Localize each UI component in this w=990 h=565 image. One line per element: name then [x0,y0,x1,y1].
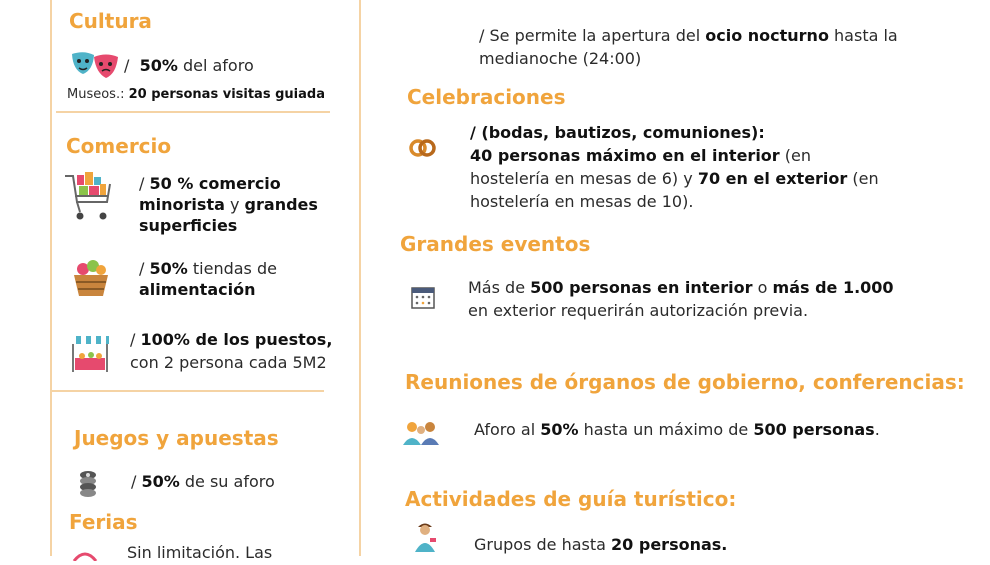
casino-chips-icon [76,469,100,501]
reuniones-heading: Reuniones de órganos de gobierno, conferencias: [405,370,965,394]
wedding-rings-icon [406,136,440,162]
grandes-eventos-heading: Grandes eventos [400,232,591,256]
guia-heading: Actividades de guía turístico: [405,487,737,511]
cultura-aforo: / 50% del aforo [124,56,254,75]
juegos-aforo: / 50% de su aforo [131,472,275,491]
divider [56,111,330,113]
museos-note: Museos.: 20 personas visitas guiada [67,87,325,102]
cultura-heading: Cultura [69,9,152,33]
grandes-eventos-text: Más de 500 personas en interior o más de 1.000 en exterior requerirán autorización previa. [468,278,894,320]
juegos-heading: Juegos y apuestas [74,426,279,450]
ocio-nocturno: / Se permite la apertura del ocio nocturno hasta la medianoche (24:00) [479,26,898,68]
ferias-text: Sin limitación. Las [127,543,273,562]
comercio-heading: Comercio [66,134,172,158]
tour-guide-icon [412,520,438,556]
market-stall-icon [69,334,111,378]
guia-text: Grupos de hasta 20 personas. [474,535,728,554]
ferias-heading: Ferias [69,510,138,534]
comercio-minorista: / 50 % comercio minorista y grandes superficies [139,174,318,235]
left-column-border [50,0,52,556]
puestos: / 100% de los puestos, con 2 persona cada 5M2 [130,330,333,372]
divider [52,390,324,392]
reuniones-text: Aforo al 50% hasta un máximo de 500 personas. [474,420,880,439]
meeting-people-icon [402,419,440,449]
shopping-cart-icon [63,172,113,228]
celebraciones-text: / (bodas, bautizos, comuniones): 40 personas máximo en el interior (en hostelería en mesas de 6) y 70 en el exterior (en hostelería en mesas de 10). [470,123,879,211]
grocery-basket-icon [70,257,112,303]
center-divider [359,0,361,556]
calendar-icon [410,284,436,314]
theater-masks-icon [70,50,120,86]
tiendas-alimentacion: / 50% tiendas de alimentación [139,259,277,299]
celebraciones-heading: Celebraciones [407,85,566,109]
